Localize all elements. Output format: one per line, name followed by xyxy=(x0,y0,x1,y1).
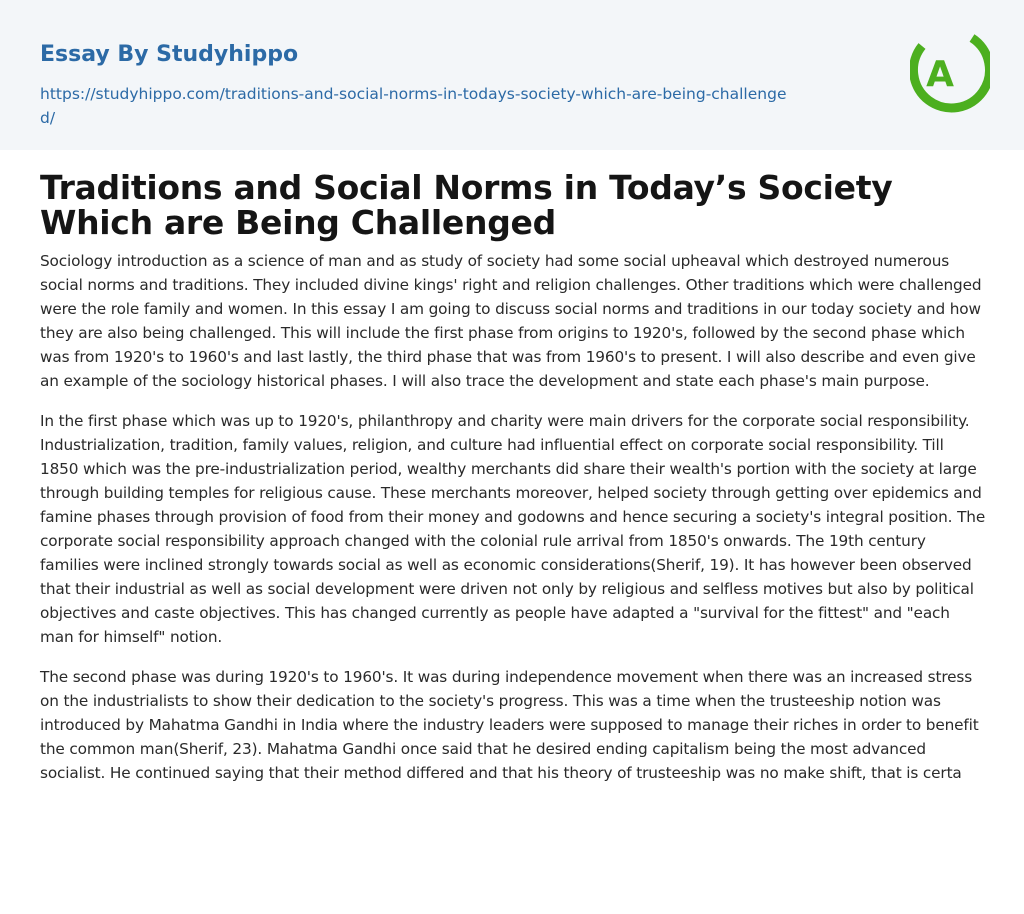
site-header xyxy=(0,0,1024,150)
paragraph-2: In the first phase which was up to 1920's, philanthropy and charity were main drivers for the corporate social responsibility. Industrialization, tradition, family values, religion, and culture had influential effect on corporate social responsibility. Till 1850 which was the pre-industrialization period, wealthy merchants did share their wealth's portion with the society at large through building temples for religious cause. These merchants moreover, helped society through getting over epidemics and famine phases through provision of food from their money and godowns and hence securing a society's integral position. The corporate social responsibility approach changed with the colonial rule arrival from 1850's onwards. The 19th century families were inclined strongly towards social as well as economic considerations(Sherif, 19). It has however been observed that their industrial as well as social development were driven not only by religious and selfless motives but also by political objectives and caste objectives. This has changed currently as people have adapted a "survival for the fittest" and "each man for himself" notion. xyxy=(40,412,986,646)
site-brand-title[interactable]: Essay By Studyhippo xyxy=(40,42,299,67)
logo-letter: A xyxy=(926,54,954,95)
studyhippo-logo-icon[interactable] xyxy=(910,28,990,118)
article-title: Traditions and Social Norms in Today’s Society Which are Being Challenged xyxy=(40,168,893,242)
paragraph-3: The second phase was during 1920's to 1960's. It was during independence movement when there was an increased stress on the industrialists to show their dedication to the society's progress. This was a time when the trusteeship notion was introduced by Mahatma Gandhi in India where the industry leaders were supposed to manage their riches in order to benefit the common man(Sherif, 23). Mahatma Gandhi once said that he desired ending capitalism being the most advanced socialist. He continued saying that their method differed and that his theory of trusteeship was no make shift, that is certa xyxy=(40,668,979,782)
source-url-link[interactable]: https://studyhippo.com/traditions-and-social-norms-in-todays-society-which-are-being-challenged/ xyxy=(40,85,787,127)
paragraph-1: Sociology introduction as a science of man and as study of society had some social upheaval which destroyed numerous social norms and traditions. They included divine kings' right and religion challenges. Other traditions which were challenged were the role family and women. In this essay I am going to discuss social norms and traditions in our today society and how they are also being challenged. This will include the first phase from origins to 1920's, followed by the second phase which was from 1920's to 1960's and last lastly, the third phase that was from 1960's to present. I will also describe and even give an example of the sociology historical phases. I will also trace the development and state each phase's main purpose. xyxy=(40,252,982,390)
article-body xyxy=(40,249,986,801)
